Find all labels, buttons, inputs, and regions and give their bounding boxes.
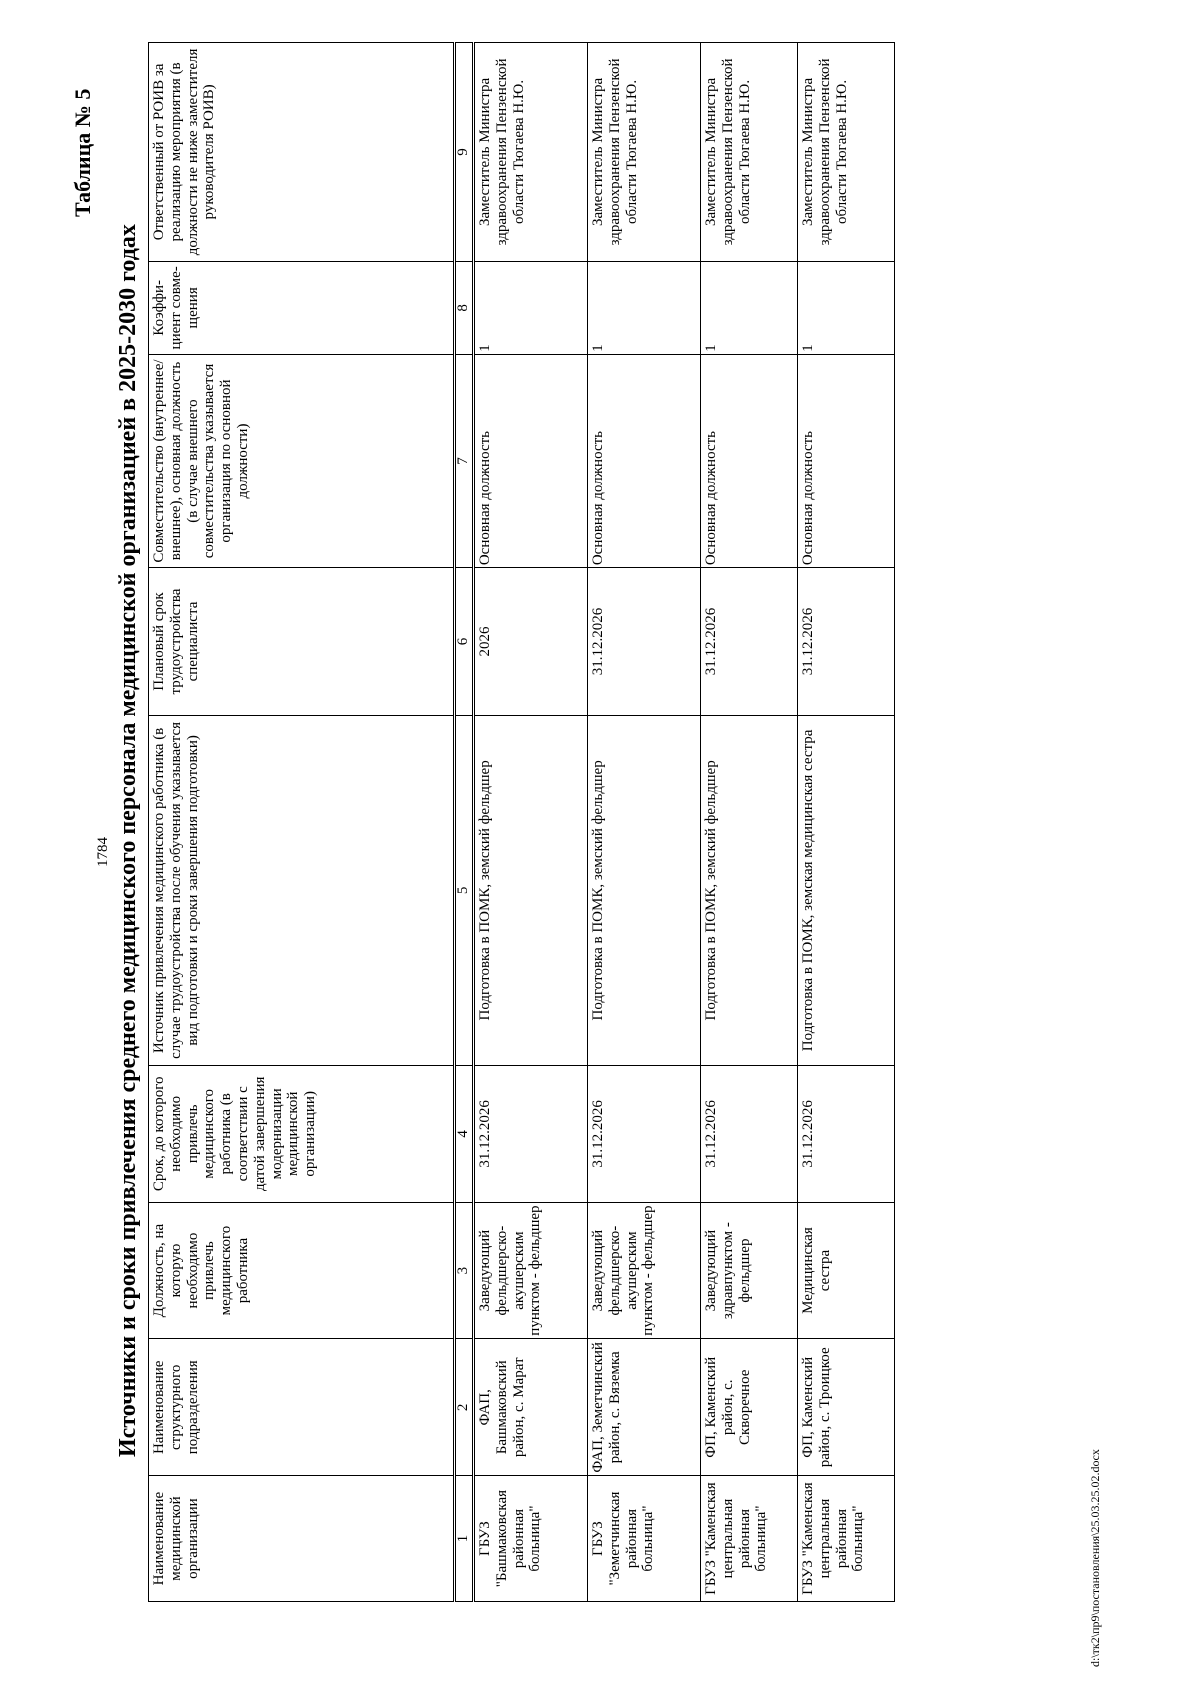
- column-number: 2: [455, 1339, 474, 1476]
- cell-organization: ГБУЗ "Башмаковская районная больница": [474, 1476, 588, 1602]
- cell-planned-date: 2026: [474, 568, 588, 716]
- header-cell: Наименование структурного подразделения: [149, 1339, 455, 1476]
- cell-responsible: Заместитель Министра здравоохранения Пензенской области Тюгаева Н.Ю.: [798, 43, 895, 262]
- cell-combination: Основная должность: [474, 354, 588, 567]
- table-row: [798, 43, 895, 1602]
- table-caption: Таблица № 5: [70, 88, 95, 217]
- header-cell: Наименование медицинской организации: [149, 1476, 455, 1602]
- document-title: Источники и сроки привлечения среднего медицинского персонала медицинской организацией в 2025-2030 годах: [115, 224, 141, 1457]
- cell-combination: Основная должность: [798, 354, 895, 567]
- header-cell: Коэффи-циент совме-щения: [149, 261, 455, 354]
- cell-source: Подготовка в ПОМК, земский фельдшер: [701, 715, 798, 1065]
- header-cell: Совместительство (внутреннее/ внешнее), основная должность (в случае внешнего совместительства указывается организация по основной должности): [149, 354, 455, 567]
- table-row: [701, 43, 798, 1602]
- cell-position: Медицинская сестра: [798, 1202, 895, 1339]
- column-number: 6: [455, 568, 474, 716]
- cell-coefficient: 1: [474, 261, 588, 354]
- cell-organization: ГБУЗ "Земетчинская районная больница": [588, 1476, 701, 1602]
- column-number: 5: [455, 715, 474, 1065]
- cell-deadline: 31.12.2026: [798, 1065, 895, 1202]
- header-cell: Ответственный от РОИВ за реализацию мероприятия (в должности не ниже заместителя руководителя РОИВ): [149, 43, 455, 262]
- header-cell: Плановый срок трудоустройства специалиста: [149, 568, 455, 716]
- column-number: 4: [455, 1065, 474, 1202]
- cell-responsible: Заместитель Министра здравоохранения Пензенской области Тюгаева Н.Ю.: [588, 43, 701, 262]
- cell-planned-date: 31.12.2026: [588, 568, 701, 716]
- cell-unit: ФАП, Земетчинский район, с. Вяземка: [588, 1339, 701, 1476]
- column-number: 9: [455, 43, 474, 262]
- cell-unit: ФАП, Башмаковский район, с. Марат: [474, 1339, 588, 1476]
- cell-planned-date: 31.12.2026: [798, 568, 895, 716]
- cell-position: Заведующий фельдшерско-акушерским пунктом - фельдшер: [474, 1202, 588, 1339]
- cell-unit: ФП, Каменский район, с. Троицкое: [798, 1339, 895, 1476]
- header-cell: Должность, на которую необходимо привлечь медицинского работника: [149, 1202, 455, 1339]
- cell-organization: ГБУЗ "Каменская центральная районная больница": [701, 1476, 798, 1602]
- column-number: 7: [455, 354, 474, 567]
- page-number: 1784: [95, 837, 111, 867]
- staffing-table: [148, 42, 895, 1602]
- cell-planned-date: 31.12.2026: [701, 568, 798, 716]
- cell-unit: ФП, Каменский район, с. Скворечное: [701, 1339, 798, 1476]
- header-cell: Источник привлечения медицинского работника (в случае трудоустройства после обучения указывается вид подготовки и сроки завершения подготовки): [149, 715, 455, 1065]
- table-header-row: [149, 43, 455, 1602]
- column-number: 1: [455, 1476, 474, 1602]
- footer-file-path: d:\тк2\пр9\постановления\25.03.25.02.docx: [1088, 1449, 1102, 1667]
- cell-source: Подготовка в ПОМК, земский фельдшер: [588, 715, 701, 1065]
- cell-position: Заведующий фельдшерско-акушерским пунктом - фельдшер: [588, 1202, 701, 1339]
- table-row: [474, 43, 588, 1602]
- cell-coefficient: 1: [701, 261, 798, 354]
- cell-position: Заведующий здравпунктом - фельдшер: [701, 1202, 798, 1339]
- cell-responsible: Заместитель Министра здравоохранения Пензенской области Тюгаева Н.Ю.: [701, 43, 798, 262]
- cell-responsible: Заместитель Министра здравоохранения Пензенской области Тюгаева Н.Ю.: [474, 43, 588, 262]
- cell-deadline: 31.12.2026: [474, 1065, 588, 1202]
- cell-combination: Основная должность: [588, 354, 701, 567]
- header-cell: Срок, до которого необходимо привлечь медицинского работника (в соответствии с датой завершения модернизации медицинской организации): [149, 1065, 455, 1202]
- cell-coefficient: 1: [588, 261, 701, 354]
- cell-source: Подготовка в ПОМК, земская медицинская сестра: [798, 715, 895, 1065]
- cell-coefficient: 1: [798, 261, 895, 354]
- table-row: [588, 43, 701, 1602]
- cell-deadline: 31.12.2026: [588, 1065, 701, 1202]
- cell-organization: ГБУЗ "Каменская центральная районная больница": [798, 1476, 895, 1602]
- column-number: 3: [455, 1202, 474, 1339]
- column-number-row: [455, 43, 474, 1602]
- cell-deadline: 31.12.2026: [701, 1065, 798, 1202]
- cell-combination: Основная должность: [701, 354, 798, 567]
- cell-source: Подготовка в ПОМК, земский фельдшер: [474, 715, 588, 1065]
- column-number: 8: [455, 261, 474, 354]
